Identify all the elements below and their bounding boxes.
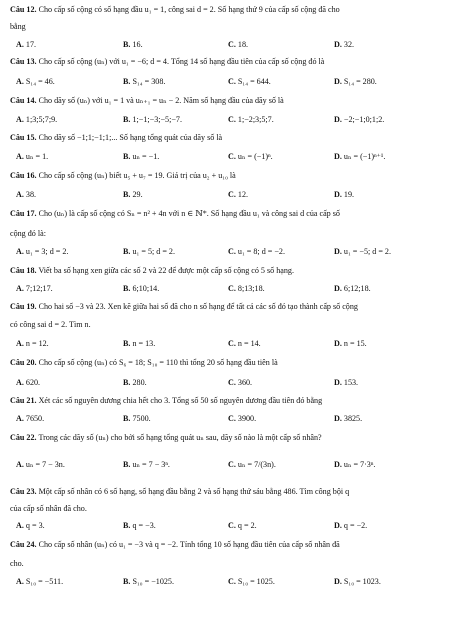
option-b[interactable]: B. 16. <box>123 40 143 49</box>
option-c[interactable]: C. uₙ = 7/(3n). <box>228 460 276 469</box>
question-13-line-1 <box>10 58 440 66</box>
question-12-line-1 <box>10 6 440 14</box>
question-22-line-1 <box>10 434 440 442</box>
question-number: Câu 14. <box>10 96 37 105</box>
option-a[interactable]: A. S₁₄ = 46. <box>16 77 55 86</box>
option-b[interactable]: B. S₁₀ = −1025. <box>123 577 175 586</box>
question-22-options <box>16 461 440 472</box>
option-c[interactable]: C. S₁₀ = 1025. <box>228 577 275 586</box>
question-14-options <box>16 116 440 127</box>
question-18-line-1 <box>10 267 440 275</box>
question-19-line-2: có công sai d = 2. Tìm n. <box>10 320 91 329</box>
question-21-line-1 <box>10 397 440 405</box>
option-b[interactable]: B. 7500. <box>123 414 151 423</box>
question-number: Câu 19. <box>10 302 37 311</box>
question-21-options <box>16 415 440 426</box>
question-14-line-1 <box>10 97 440 105</box>
option-a[interactable]: A. u₁ = 3; d = 2. <box>16 247 69 256</box>
option-b[interactable]: B. uₙ = 7 − 3ⁿ. <box>123 460 170 469</box>
option-a[interactable]: A. 17. <box>16 40 37 49</box>
question-number: Câu 20. <box>10 358 37 367</box>
question-text: Cho cấp số cộng (uₙ) có S₆ = 18; S₁₀ = 110 thì tổng 20 số hạng đầu tiên là <box>38 358 278 367</box>
option-c[interactable]: C. 360. <box>228 378 253 387</box>
option-a[interactable]: A. 1;3;5;7;9. <box>16 115 58 124</box>
option-b[interactable]: B. 29. <box>123 190 143 199</box>
option-a[interactable]: A. 7650. <box>16 414 45 423</box>
option-d[interactable]: D. −2;−1;0;1;2. <box>334 115 385 124</box>
question-number: Câu 23. <box>10 487 37 496</box>
question-16-options <box>16 191 440 202</box>
option-a[interactable]: A. n = 12. <box>16 339 49 348</box>
option-d[interactable]: D. S₁₄ = 280. <box>334 77 377 86</box>
option-d[interactable]: D. 6;12;18. <box>334 284 371 293</box>
question-text: Cho cấp số cộng (uₙ) với u₁ = −6; d = 4. Tổng 14 số hạng đầu tiên của cấp số cộng đó là <box>38 57 325 66</box>
option-d[interactable]: D. 19. <box>334 190 355 199</box>
option-c[interactable]: C. n = 14. <box>228 339 261 348</box>
question-23-options <box>16 522 440 533</box>
option-c[interactable]: C. q = 2. <box>228 521 257 530</box>
question-23-line-2: của cấp số nhân đã cho. <box>10 504 87 513</box>
question-12-line-2: bằng <box>10 22 26 31</box>
option-c[interactable]: C. 18. <box>228 40 249 49</box>
question-17-line-1 <box>10 210 440 218</box>
question-24-options <box>16 578 440 589</box>
question-16-line-1 <box>10 172 440 180</box>
question-12-options <box>16 41 440 52</box>
option-b[interactable]: B. q = −3. <box>123 521 156 530</box>
question-text: Cho dãy số (uₙ) với u₁ = 1 và uₙ₊₁ = uₙ − 2. Năm số hạng đầu của dãy số là <box>38 96 284 105</box>
option-d[interactable]: D. u₁ = −5; d = 2. <box>334 247 391 256</box>
question-text: Trong các dãy số (uₙ) cho bởi số hạng tổng quát uₙ sau, dãy số nào là một cấp số nhân? <box>38 433 322 442</box>
option-a[interactable]: A. uₙ = 1. <box>16 152 49 161</box>
option-d[interactable]: D. uₙ = (−1)ⁿ⁺¹. <box>334 152 386 161</box>
option-d[interactable]: D. uₙ = 7·3ⁿ. <box>334 460 376 469</box>
question-13-options <box>16 78 440 89</box>
option-d[interactable]: D. 3825. <box>334 414 363 423</box>
question-20-line-1 <box>10 359 440 367</box>
question-17-options <box>16 248 440 259</box>
question-24-line-1 <box>10 541 440 549</box>
question-20-options <box>16 379 440 390</box>
question-text: Cho cấp số cộng (uₙ) biết u₅ + u₇ = 19. Giá trị của u₂ + u₁₀ là <box>38 171 236 180</box>
question-text: Cho hai số −3 và 23. Xen kẽ giữa hai số đã cho n số hạng để tất cả các số đó tạo thành cấp số cộng <box>38 302 358 311</box>
question-19-line-1 <box>10 303 440 311</box>
question-number: Câu 12. <box>10 5 37 14</box>
option-b[interactable]: B. u₁ = 5; d = 2. <box>123 247 175 256</box>
option-a[interactable]: A. 38. <box>16 190 37 199</box>
question-text: Viết ba số hạng xen giữa các số 2 và 22 để được một cấp số cộng có 5 số hạng. <box>38 266 294 275</box>
option-b[interactable]: B. 6;10;14. <box>123 284 160 293</box>
question-number: Câu 22. <box>10 433 37 442</box>
option-d[interactable]: D. 32. <box>334 40 355 49</box>
question-number: Câu 17. <box>10 209 37 218</box>
option-a[interactable]: A. 7;12;17. <box>16 284 53 293</box>
option-d[interactable]: D. S₁₀ = 1023. <box>334 577 381 586</box>
question-number: Câu 18. <box>10 266 37 275</box>
question-24-line-2: cho. <box>10 559 24 568</box>
option-c[interactable]: C. u₁ = 8; d = −2. <box>228 247 285 256</box>
option-c[interactable]: C. 1;−2;3;5;7. <box>228 115 274 124</box>
question-number: Câu 13. <box>10 57 37 66</box>
option-d[interactable]: D. q = −2. <box>334 521 368 530</box>
option-b[interactable]: B. 280. <box>123 378 147 387</box>
question-19-options <box>16 340 440 351</box>
question-text: Xét các số nguyên dương chia hết cho 3. Tổng số 50 số nguyên dương đầu tiên đó bằng <box>38 396 323 405</box>
question-text: Cho dãy số −1;1;−1;1;... Số hạng tổng quát của dãy số là <box>38 133 223 142</box>
option-c[interactable]: C. 12. <box>228 190 249 199</box>
option-b[interactable]: B. S₁₄ = 308. <box>123 77 166 86</box>
option-c[interactable]: C. 8;13;18. <box>228 284 265 293</box>
question-17-line-2: cộng đó là: <box>10 229 46 238</box>
question-number: Câu 21. <box>10 396 37 405</box>
option-d[interactable]: D. n = 15. <box>334 339 367 348</box>
option-a[interactable]: A. q = 3. <box>16 521 45 530</box>
option-a[interactable]: A. S₁₀ = −511. <box>16 577 64 586</box>
option-c[interactable]: C. S₁₄ = 644. <box>228 77 271 86</box>
option-b[interactable]: B. uₙ = −1. <box>123 152 160 161</box>
question-text: Cho cấp số nhân (uₙ) có u₁ = −3 và q = −2. Tính tổng 10 số hạng đầu tiên của cấp số nhân đã <box>38 540 340 549</box>
question-text: Một cấp số nhân có 6 số hạng, số hạng đầu bằng 2 và số hạng thứ sáu bằng 486. Tìm công bội q <box>38 487 350 496</box>
question-text: Cho cấp số cộng có số hạng đầu u₁ = 1, công sai d = 2. Số hạng thứ 9 của cấp số cộng đã cho <box>38 5 340 14</box>
question-text: Cho (uₙ) là cấp số cộng có Sₙ = n² + 4n với n ∈ ℕ*. Số hạng đầu u₁ và công sai d của cấp số <box>38 209 340 218</box>
question-23-line-1 <box>10 488 440 496</box>
question-number: Câu 24. <box>10 540 37 549</box>
option-b[interactable]: B. 1;−1;−3;−5;−7. <box>123 115 182 124</box>
question-15-options <box>16 153 440 164</box>
option-a[interactable]: A. 620. <box>16 378 41 387</box>
option-c[interactable]: C. uₙ = (−1)ⁿ. <box>228 152 273 161</box>
question-18-options <box>16 285 440 296</box>
option-b[interactable]: B. n = 13. <box>123 339 156 348</box>
question-15-line-1 <box>10 134 440 142</box>
option-c[interactable]: C. 3900. <box>228 414 257 423</box>
question-number: Câu 15. <box>10 133 37 142</box>
option-a[interactable]: A. uₙ = 7 − 3n. <box>16 460 65 469</box>
option-d[interactable]: D. 153. <box>334 378 359 387</box>
question-number: Câu 16. <box>10 171 37 180</box>
